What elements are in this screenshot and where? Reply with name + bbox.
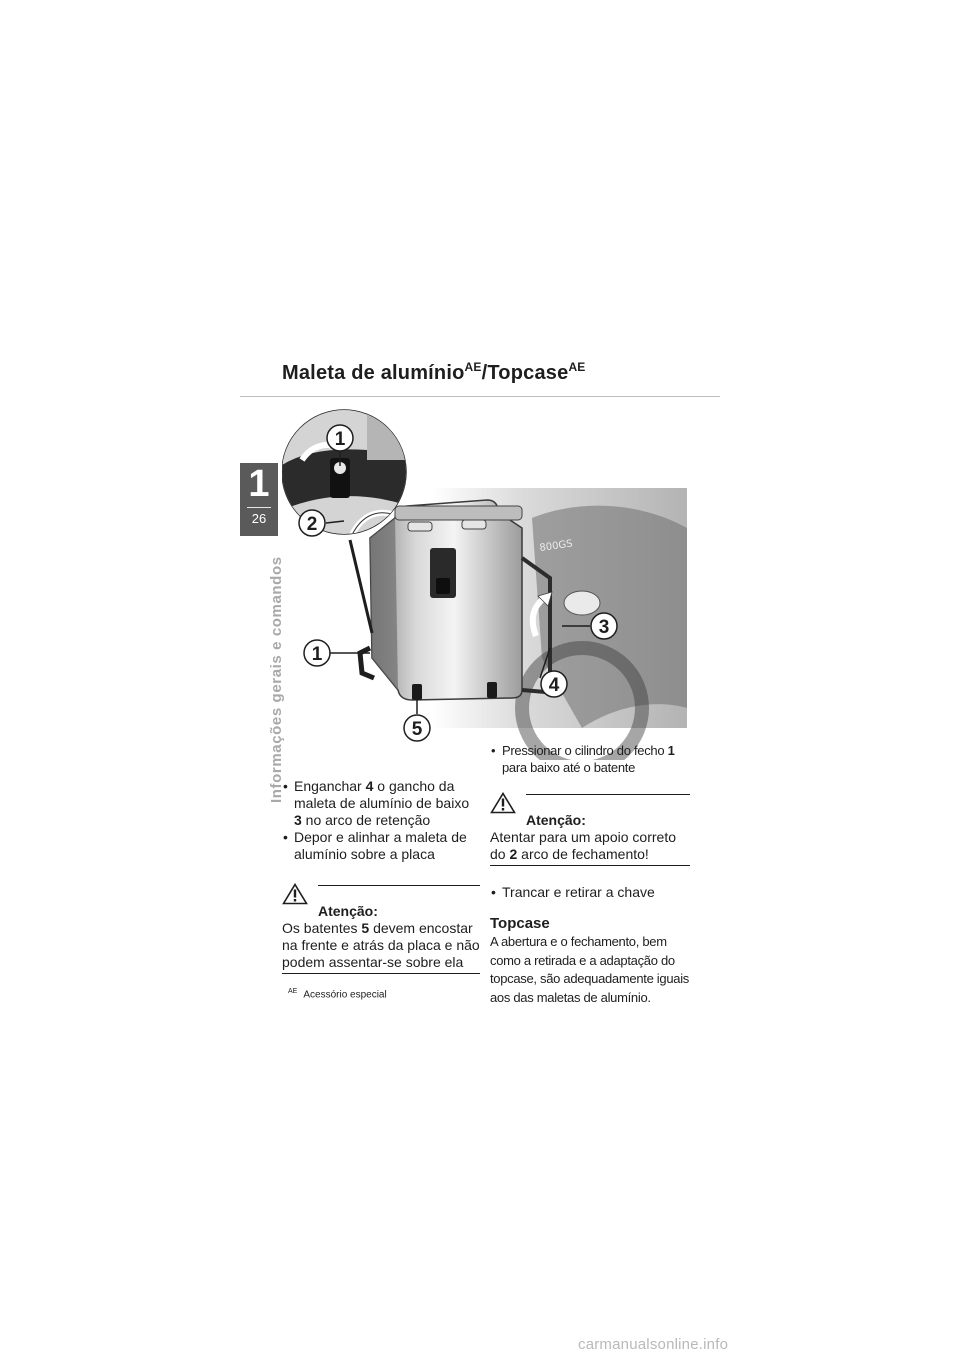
warning-text: Atentar para um apoio correto do 2 arco de fechamento!: [490, 829, 690, 866]
indicator-light: [564, 591, 600, 615]
chapter-side-label: Informações gerais e comandos: [268, 556, 285, 803]
warning-divider: [526, 794, 690, 795]
svg-text:1: 1: [311, 644, 323, 665]
callout-4: [541, 671, 567, 697]
warning-box-left: [282, 883, 480, 974]
title-divider: [240, 396, 720, 397]
chapter-tab: [240, 463, 278, 536]
svg-text:3: 3: [598, 617, 610, 638]
list-item: • Enganchar 4 o gancho da maleta de alumínio de baixo 3 no arco de retenção: [282, 778, 480, 829]
warning-label: Atenção:: [526, 812, 586, 828]
step-list-right-2: [490, 884, 690, 901]
list-item: • Trancar e retirar a chave: [490, 884, 690, 901]
warning-box-right: [490, 792, 690, 866]
bike-badge: 800GS: [538, 538, 574, 554]
svg-text:2: 2: [306, 514, 318, 535]
section-heading: Topcase: [490, 915, 550, 932]
detail-leader-line: [350, 540, 372, 633]
step-list-left: [282, 778, 480, 863]
case-stop-front: [412, 684, 422, 700]
step-list-right: [490, 742, 690, 776]
warning-text: Os batentes 5 devem encostar na frente e atrás da placa e não podem assentar-se sobre ela: [282, 920, 480, 974]
svg-text:4: 4: [548, 675, 560, 696]
case-handle-rear: [462, 520, 486, 529]
case-lid-rim: [395, 506, 522, 520]
footnote: $^{AE}$ Acessório especial: [288, 988, 387, 1001]
list-item: • Pressionar o cilindro do fecho 1 para baixo até o batente: [490, 742, 690, 776]
case-stop-rear: [487, 682, 497, 698]
warning-label: Atenção:: [318, 903, 378, 919]
callout-2: [299, 510, 325, 536]
case-handle-front: [408, 522, 432, 531]
section-text: A abertura e o fechamento, bem como a retirada e a adaptação do topcase, são adequadamente iguais aos das maletas de alumínio.: [490, 934, 689, 1005]
right-column: [490, 742, 690, 1007]
callout-1-top: [327, 425, 353, 451]
page-number: 26: [251, 511, 267, 526]
watermark: carmanualsonline.info: [578, 1336, 729, 1353]
svg-text:5: 5: [411, 719, 423, 740]
aluminium-case-figure: [282, 408, 687, 760]
page-title: Maleta de alumínio$^{AE}$/Topcase$^{AE}$: [282, 360, 586, 384]
list-item: • Depor e alinhar a maleta de alumínio sobre a placa: [282, 829, 480, 863]
chapter-number: 1: [248, 463, 270, 505]
tab-divider: [247, 507, 271, 508]
case-latch-lever: [436, 578, 450, 594]
callout-1-side: [304, 640, 330, 666]
case-side-face: [370, 518, 398, 690]
topcase-section: [490, 915, 690, 1007]
left-column: [282, 778, 480, 974]
svg-text:1: 1: [334, 429, 346, 450]
callout-5: [404, 715, 430, 741]
warning-triangle-icon: [282, 883, 308, 905]
warning-divider: [318, 885, 480, 886]
warning-triangle-icon: [490, 792, 516, 814]
callout-3: [591, 613, 617, 639]
